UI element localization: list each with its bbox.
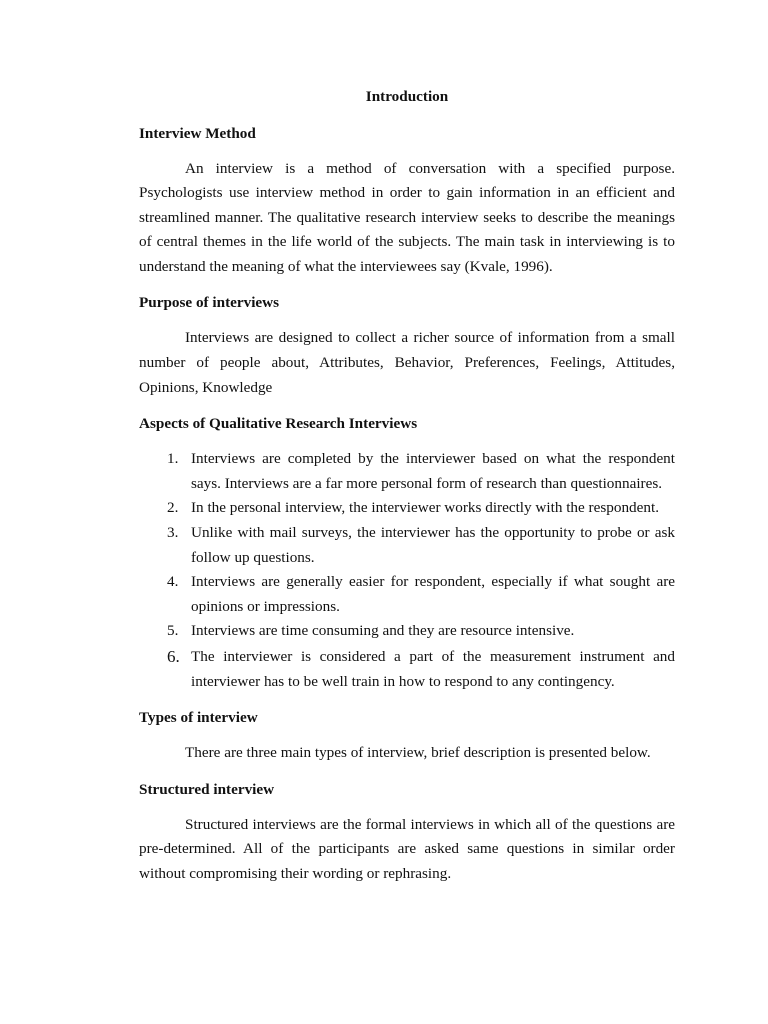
list-item-text: The interviewer is considered a part of the measurement instrument and interviewer has to be well train in how to respond to any contingency. [191, 648, 675, 690]
list-item [139, 496, 675, 521]
heading-interview-method: Interview Method [139, 124, 256, 142]
heading-aspects: Aspects of Qualitative Research Interviews [139, 415, 418, 433]
list-item-number: 2. [167, 499, 179, 517]
list-item [139, 521, 675, 570]
list-item-text: In the personal interview, the interviewer works directly with the respondent. [191, 499, 659, 517]
document-title: Introduction [365, 88, 449, 105]
list-item [139, 619, 675, 644]
list-item [139, 570, 675, 619]
list-item-number: 1. [167, 450, 179, 468]
document-page [139, 84, 675, 898]
list-item [139, 645, 675, 694]
paragraph-types-of-interview: There are three main types of interview, brief description is presented below. [185, 744, 651, 762]
heading-purpose-of-interviews: Purpose of interviews [139, 294, 280, 312]
heading-structured-interview: Structured interview [139, 780, 275, 798]
list-item-text: Unlike with mail surveys, the interviewer has the opportunity to probe or ask follow up questions. [191, 524, 675, 566]
list-item-number: 5. [167, 622, 179, 640]
list-item [139, 447, 675, 496]
list-item-number: 4. [167, 573, 179, 591]
heading-types-of-interview: Types of interview [139, 709, 258, 727]
list-item-number: 6. [167, 647, 180, 666]
paragraph-purpose-of-interviews: Interviews are designed to collect a richer source of information from a small number of people about, Attributes, Behavior, Preferences, Feelings, Attitudes, Opinions, Knowledge [139, 329, 675, 396]
aspects-list [139, 447, 675, 694]
list-item-text: Interviews are time consuming and they are resource intensive. [191, 622, 575, 640]
paragraph-interview-method: An interview is a method of conversation with a specified purpose. Psychologists use interview method in order to gain information in an efficient and streamlined manner. The qualitative research interview seeks to describe the meanings of central themes in the life world of the subjects. The main task in interviewing is to understand the meaning of what the interviewees say (Kvale, 1996). [139, 159, 675, 275]
list-item-number: 3. [167, 524, 179, 542]
list-item-text: Interviews are completed by the interviewer based on what the respondent says. Interviews are a far more personal form of research than questionnaires. [191, 450, 675, 492]
paragraph-structured-interview: Structured interviews are the formal interviews in which all of the questions are pre-determined. All of the participants are asked same questions in similar order without compromising their wording or rephrasing. [139, 815, 675, 882]
list-item-text: Interviews are generally easier for respondent, especially if what sought are opinions or impressions. [191, 573, 675, 615]
